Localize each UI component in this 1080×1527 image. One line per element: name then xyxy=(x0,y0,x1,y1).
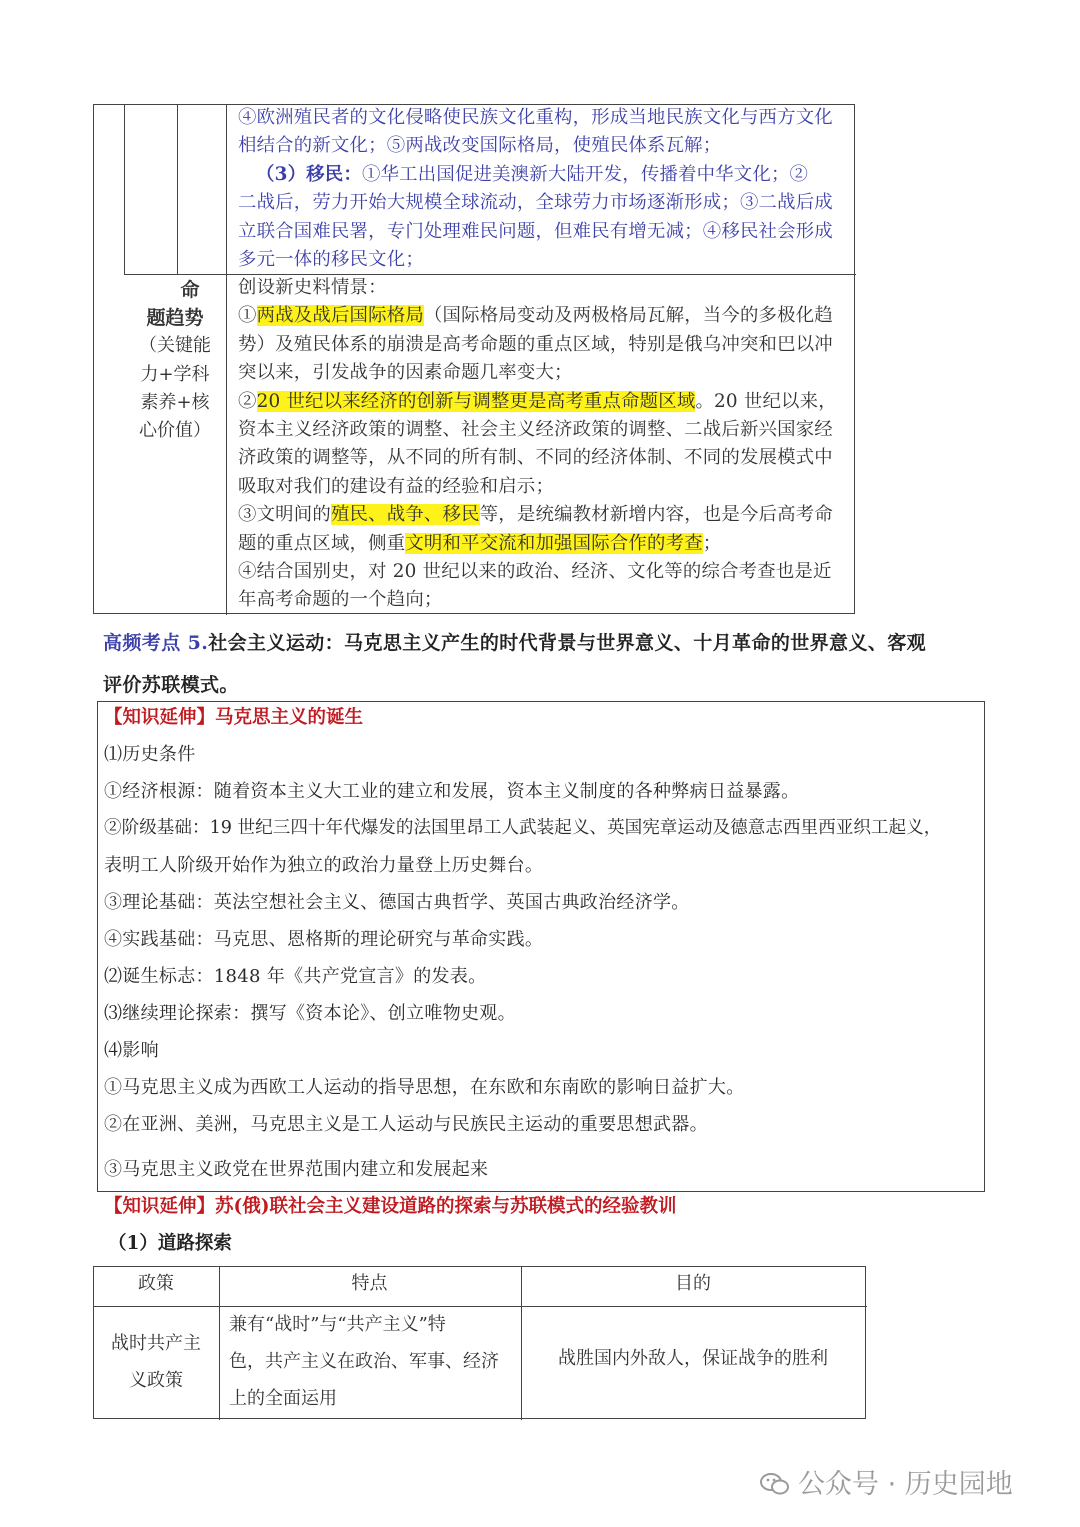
text-line: 济政策的调整等，从不同的所有制、不同的经济体制、不同的发展模式中 xyxy=(238,447,833,469)
column-header: 政策 xyxy=(138,1273,174,1294)
column-header: 特点 xyxy=(351,1273,388,1294)
text-line: 资本主义经济政策的调整、社会主义经济政策的调整、二战后新兴国家经 xyxy=(238,419,833,441)
migration-label: （3）移民： xyxy=(256,163,362,185)
heading-text: 社会主义运动：马克思主义产生的时代背景与世界意义、十月革命的世界意义、客观 xyxy=(208,632,927,654)
cell-line: 战时共产主 xyxy=(111,1333,201,1354)
table-divider xyxy=(124,105,125,275)
text-line xyxy=(238,302,850,330)
box-line: ⑶继续理论探索：撰写《资本论》、创立唯物史观。 xyxy=(104,1003,516,1024)
text-line: 相结合的新文化；⑤两战改变国际格局，使殖民体系瓦解； xyxy=(238,135,722,157)
trend-cell xyxy=(238,274,850,615)
box-title: 【知识延伸】马克思主义的诞生 xyxy=(104,707,364,728)
text-line: 立联合国难民署，专门处理难民问题，但难民有增无减；④移民社会形成 xyxy=(238,220,833,242)
box-line: ⑷影响 xyxy=(104,1040,159,1061)
heading-line xyxy=(103,622,983,664)
text-line: ④欧洲殖民者的文化侵略使民族文化重构，形成当地民族文化与西方文化 xyxy=(238,107,833,128)
text-line: 创设新史料情景： xyxy=(238,277,387,298)
cell-line: 兼有“战时”与“共产主义”特 xyxy=(229,1314,446,1335)
box-line: ③马克思主义政党在世界范围内建立和发展起来 xyxy=(104,1159,489,1180)
table-cell xyxy=(229,1306,519,1417)
text-line: 二战后，劳力开始大规模全球流动，全球劳力市场逐渐形成；③二战后成 xyxy=(238,192,833,214)
text-line: 突以来，引发战争的因素命题几率变大； xyxy=(238,362,573,384)
table-cell xyxy=(94,1325,218,1399)
text-span: 题的重点区域，侧重 xyxy=(238,532,406,554)
cell-line: 色，共产主义在政治、军事、经济 xyxy=(229,1351,499,1372)
text-span: 。20 世纪以来， xyxy=(695,390,837,412)
box-title: 【知识延伸】苏(俄)联社会主义建设道路的探索与苏联模式的经验教训 xyxy=(104,1196,677,1217)
text-span: ③文明间的 xyxy=(238,504,331,526)
highlight: 20 世纪以来经济的创新与调整更是高考重点命题区域 xyxy=(256,390,696,412)
text-line: 多元一体的移民文化； xyxy=(238,249,424,271)
box-line: ①马克思主义成为西欧工人运动的指导思想，在东欧和东南欧的影响日益扩大。 xyxy=(104,1077,745,1098)
column-header: 目的 xyxy=(675,1273,711,1294)
text-line xyxy=(238,501,850,529)
text-line: 势）及殖民体系的崩溃是高考命题的重点区域，特别是俄乌冲突和巴以冲 xyxy=(238,333,833,355)
heading-line: 评价苏联模式。 xyxy=(103,674,239,696)
box-line: 表明工人阶级开始作为独立的政治力量登上历史舞台。 xyxy=(104,855,544,876)
text-span: ② xyxy=(238,390,257,412)
trend-subtitle: 力+学科 xyxy=(140,363,210,385)
heading-number: 高频考点 5. xyxy=(103,632,209,654)
text-line: 年高考命题的一个趋向； xyxy=(238,589,443,611)
text-line: ④结合国别史，对 20 世纪以来的政治、经济、文化等的综合考查也是近 xyxy=(238,561,832,583)
table-cell: 战胜国内外敌人，保证战争的胜利 xyxy=(558,1348,828,1369)
sub-heading: （1）道路探索 xyxy=(108,1233,232,1254)
cell-line: 上的全面运用 xyxy=(229,1388,337,1409)
box-line: ②阶级基础：19 世纪三四十年代爆发的法国里昂工人武装起义、英国宪章运动及德意志西里西亚织工起义， xyxy=(104,818,942,838)
text-span: ； xyxy=(702,532,722,554)
trend-title: 命 xyxy=(180,279,200,301)
box-line: ⑴历史条件 xyxy=(104,744,196,765)
text-line xyxy=(238,388,850,416)
text-span: （国际格局变动及两极格局瓦解，当今的多极化趋 xyxy=(423,305,833,327)
trend-subtitle: 素养+核 xyxy=(140,391,210,413)
text-span: ① xyxy=(238,305,257,327)
migration-text: ①华工出国促进美澳新大陆开发，传播着中华文化；② xyxy=(361,163,809,185)
watermark xyxy=(760,1462,1013,1501)
trend-label-cell xyxy=(130,276,220,445)
wechat-icon xyxy=(760,1472,790,1496)
box-line: ⑵诞生标志：1848 年《共产党宣言》的发表。 xyxy=(104,966,487,987)
box-line: ①经济根源：随着资本主义大工业的建立和发展，资本主义制度的各种弊病日益暴露。 xyxy=(104,781,800,802)
box-line: ③理论基础：英法空想社会主义、德国古典哲学、英国古典政治经济学。 xyxy=(104,892,690,913)
trend-title: 题趋势 xyxy=(146,307,204,330)
table-divider xyxy=(177,105,178,275)
box-line: ④实践基础：马克思、恩格斯的理论研究与革命实践。 xyxy=(104,929,544,950)
highlight: 文明和平交流和加强国际合作的考查 xyxy=(405,532,703,554)
trend-subtitle: （关键能 xyxy=(139,335,211,357)
table-divider xyxy=(226,105,227,615)
trend-subtitle: 心价值） xyxy=(139,420,211,442)
text-line: 吸取对我们的建设有益的经验和启示； xyxy=(238,475,555,497)
migration-cell xyxy=(238,104,850,274)
box-line: ②在亚洲、美洲，马克思主义是工人运动与民族民主运动的重要思想武器。 xyxy=(104,1114,708,1135)
migration-line xyxy=(238,161,850,189)
text-line xyxy=(238,530,850,558)
text-span: 等，是统编教材新增内容，也是今后高考命 xyxy=(479,504,833,526)
highlight: 殖民、战争、移民 xyxy=(330,504,480,526)
highlight: 两战及战后国际格局 xyxy=(256,305,424,327)
section-heading xyxy=(103,622,983,706)
cell-line: 义政策 xyxy=(129,1370,183,1391)
watermark-text: 公众号 · 历史园地 xyxy=(798,1469,1013,1500)
